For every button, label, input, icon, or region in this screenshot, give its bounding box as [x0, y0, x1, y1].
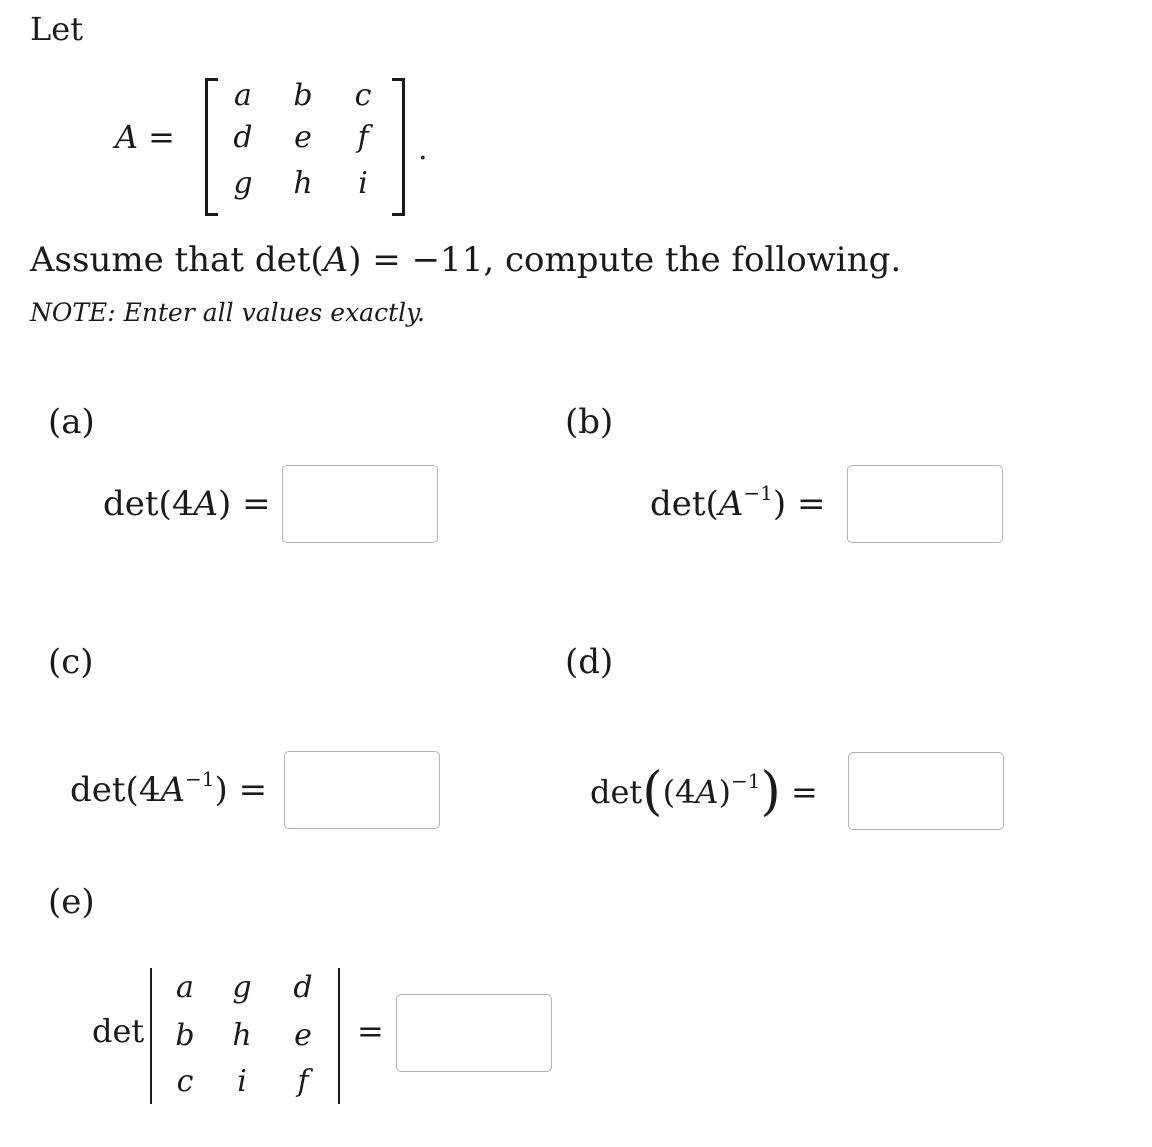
part-e-det: det: [92, 1012, 145, 1050]
matrix-cell: e: [294, 120, 312, 155]
part-a-label: (a): [48, 402, 95, 442]
matrix-cell: a: [234, 78, 252, 113]
assumption-statement: [30, 240, 901, 280]
det-matrix-cell: d: [293, 970, 313, 1005]
part-a-expression: det(4A) =: [103, 484, 271, 524]
matrix-cell: d: [233, 120, 253, 155]
assume-suffix: ) = −11, compute the following.: [348, 240, 902, 280]
part-c-answer-input[interactable]: [284, 751, 440, 829]
matrix-period: .: [418, 132, 428, 167]
det-matrix-cell: i: [237, 1064, 247, 1099]
part-e-label: (e): [48, 882, 95, 922]
part-b-expression: $\det(A^{-1})$ =: [650, 481, 826, 524]
assume-prefix: Assume that det(: [30, 240, 324, 280]
det-matrix-cell: g: [232, 970, 252, 1005]
det-matrix-cell: h: [232, 1018, 252, 1053]
matrix-left-bracket: [205, 78, 218, 216]
part-d-label: (d): [565, 642, 614, 682]
part-b-label: (b): [565, 402, 614, 442]
part-e-left-bar: [150, 968, 152, 1104]
intro-let: Let: [30, 10, 84, 48]
matrix-cell: b: [293, 78, 313, 113]
matrix-right-bracket: [392, 78, 405, 216]
part-e-equals: =: [357, 1012, 384, 1050]
det-matrix-cell: c: [176, 1064, 194, 1099]
det-matrix-cell: f: [297, 1064, 309, 1099]
matrix-cell: f: [357, 120, 369, 155]
matrix-cell: g: [233, 166, 253, 201]
note-text: NOTE: Enter all values exactly.: [30, 298, 425, 327]
matrix-cell: h: [293, 166, 313, 201]
matrix-name: A: [115, 118, 139, 156]
assume-var: A: [323, 240, 349, 280]
part-e-answer-input[interactable]: [396, 994, 552, 1072]
part-a-answer-input[interactable]: [282, 465, 438, 543]
det-matrix-cell: b: [175, 1018, 195, 1053]
part-d-answer-input[interactable]: [848, 752, 1004, 830]
part-e-right-bar: [338, 968, 340, 1104]
det-matrix-cell: a: [176, 970, 194, 1005]
part-d-expression: $\det((4A)^{-1})$ =: [590, 762, 818, 822]
part-b-answer-input[interactable]: [847, 465, 1003, 543]
matrix-cell: i: [358, 166, 368, 201]
det-matrix-cell: e: [294, 1018, 312, 1053]
matrix-cell: c: [354, 78, 372, 113]
matrix-lhs: [115, 118, 175, 156]
part-c-label: (c): [48, 642, 94, 682]
part-c-expression: $\det(4A^{-1})$ =: [70, 767, 268, 810]
matrix-equals: =: [148, 118, 175, 156]
